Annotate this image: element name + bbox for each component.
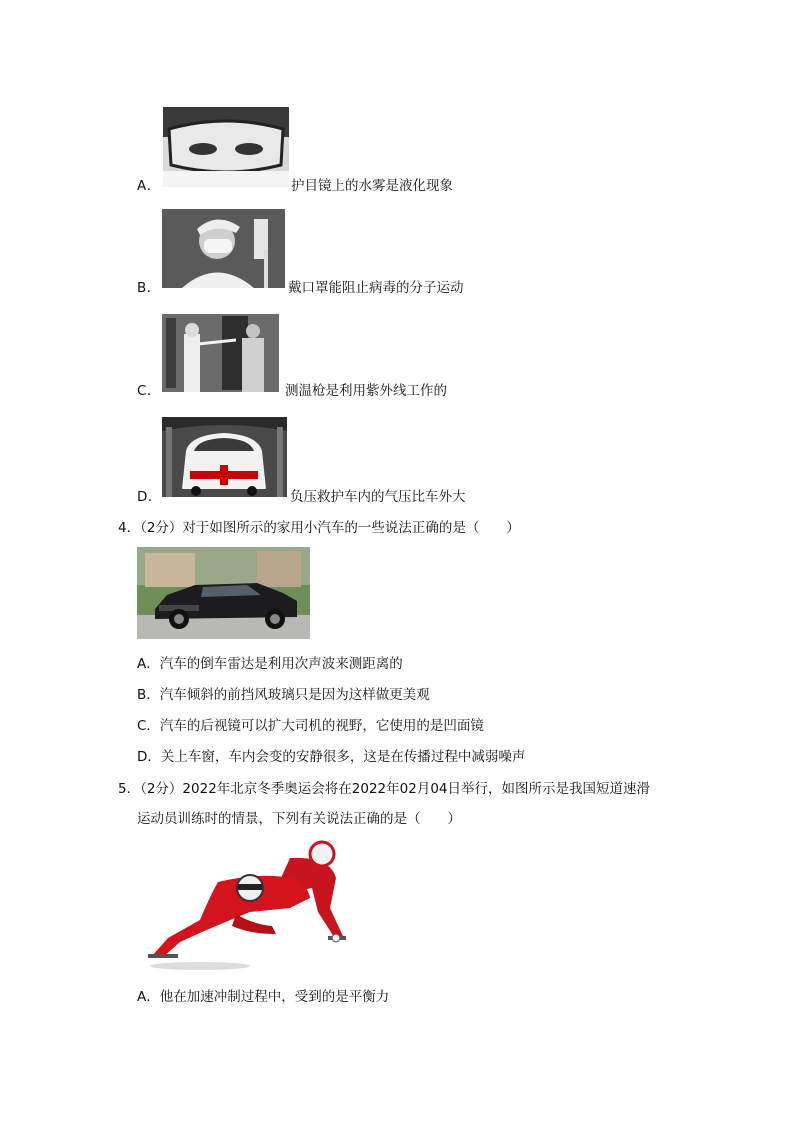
option-c: C．汽车的后视镜可以扩大司机的视野，它使用的是凹面镜 [137, 718, 484, 734]
option-b: B．汽车倾斜的前挡风玻璃只是因为这样做更美观 [137, 687, 430, 703]
option-letter: A． [137, 178, 161, 194]
option-letter: C． [137, 383, 161, 399]
speed-skaters-photo [140, 838, 352, 972]
option-text: 测温枪是利用紫外线工作的 [285, 383, 447, 399]
question-stem-line-1: 5．（2分）2022年北京冬季奥运会将在2022年02月04日举行，如图所示是我国短道速滑 [118, 781, 650, 797]
option-letter: B． [137, 280, 161, 296]
option-text: 负压救护车内的气压比车外大 [290, 489, 466, 505]
car-photo [137, 547, 310, 639]
goggles-photo [163, 107, 289, 187]
option-a: A．汽车的倒车雷达是利用次声波来测距离的 [137, 656, 403, 672]
option-text: 护目镜上的水雾是液化现象 [291, 178, 453, 194]
option-a: A．他在加速冲制过程中，受到的是平衡力 [137, 989, 390, 1005]
option-text: 戴口罩能阻止病毒的分子运动 [288, 280, 464, 296]
mask-nurse-photo [162, 209, 285, 288]
question-stem: 4．（2分）对于如图所示的家用小汽车的一些说法正确的是（ ） [118, 520, 520, 536]
option-letter: D． [137, 489, 162, 505]
ambulance-photo [162, 417, 287, 497]
option-d: D．关上车窗，车内会变的安静很多，这是在传播过程中减弱噪声 [137, 749, 526, 765]
question-stem-line-2: 运动员训练时的情景，下列有关说法正确的是（ ） [137, 811, 461, 827]
thermometer-gun-photo [162, 314, 279, 392]
